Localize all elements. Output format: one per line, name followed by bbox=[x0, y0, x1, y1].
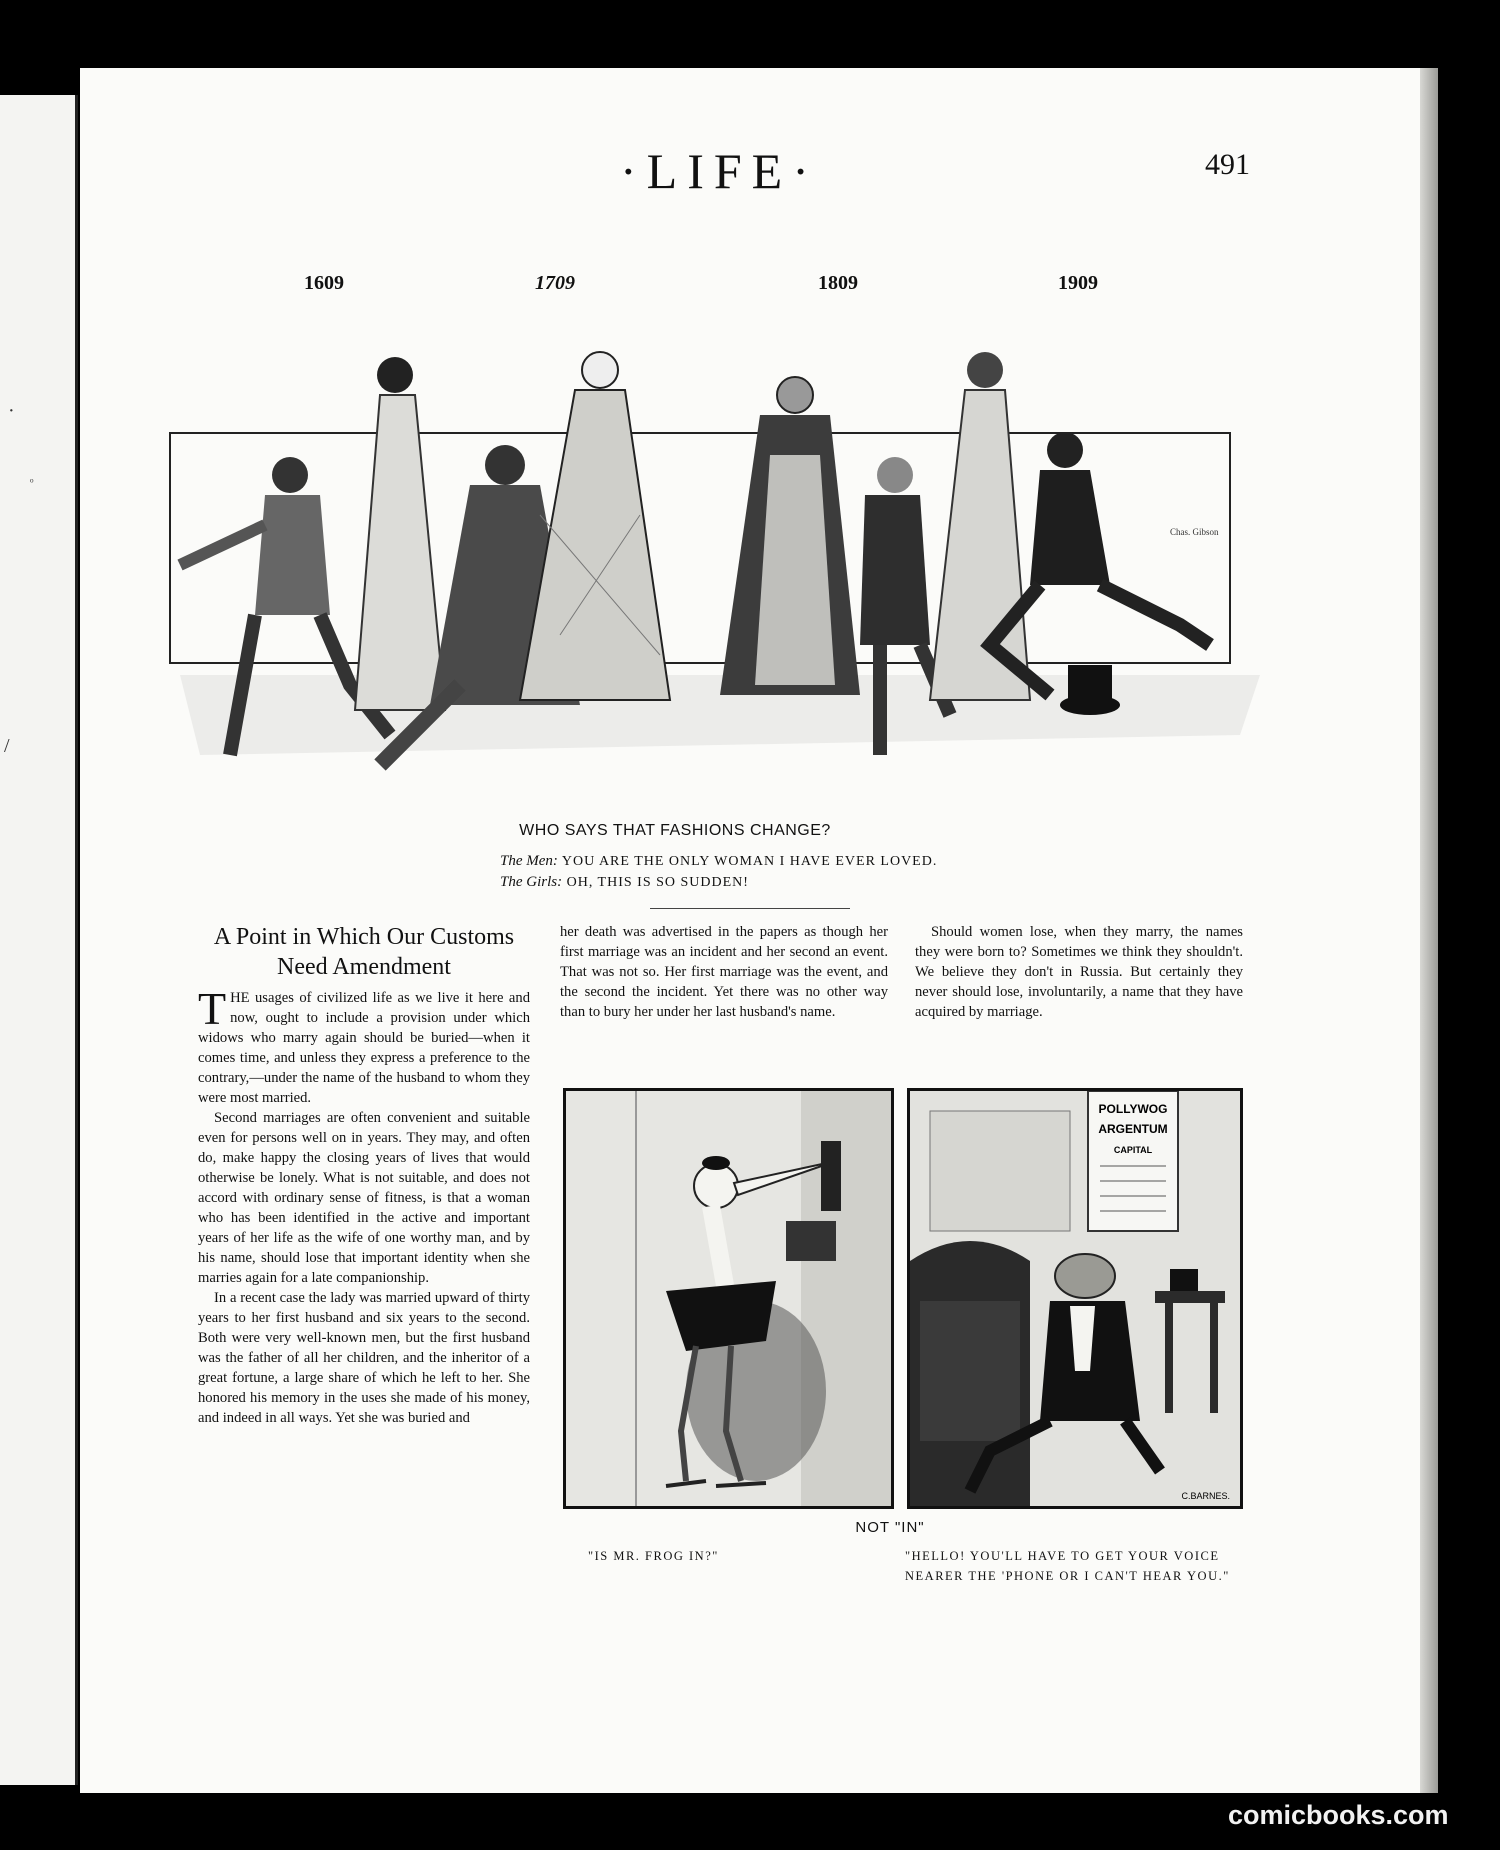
left-page-edge bbox=[0, 95, 78, 1785]
comic-title: NOT "IN" bbox=[855, 1519, 925, 1536]
article-paragraph: In a recent case the lady was married upward of thirty years to her first husband and six years to the second. Both were very well-known men, but the first husband was the father of all her children, and the inheritor of a great fortune, a large share of which he left to her. She honored his memory in the uses she made of his money, and indeed in all ways. Yet she was buried and bbox=[198, 1290, 530, 1426]
cartoon-title: WHO SAYS THAT FASHIONS CHANGE? bbox=[519, 822, 831, 839]
fashion-illustration bbox=[160, 315, 1280, 815]
comic-panel-frog bbox=[907, 1088, 1243, 1509]
poster-line: POLLYWOG bbox=[1098, 1102, 1168, 1116]
year-label: 1709 bbox=[535, 272, 575, 294]
poster-line: ARGENTUM bbox=[1098, 1122, 1168, 1136]
article-headline: A Point in Which Our Customs Need Amendment bbox=[213, 924, 515, 980]
page-number: 491 bbox=[1205, 148, 1250, 181]
speaker-line: OH, THIS IS SO SUDDEN! bbox=[566, 875, 749, 890]
drop-cap: T bbox=[198, 983, 227, 1034]
article-column-3 bbox=[915, 922, 1243, 1022]
cartoon-caption-men bbox=[500, 853, 937, 870]
speaker-line: YOU ARE THE ONLY WOMAN I HAVE EVER LOVED. bbox=[561, 854, 938, 869]
speaker-label: The Girls: bbox=[500, 874, 563, 890]
year-label: 1909 bbox=[1058, 272, 1098, 294]
article-column-2 bbox=[560, 922, 888, 1022]
comic-caption-right: "HELLO! YOU'LL HAVE TO GET YOUR VOICE NEARER THE 'PHONE OR I CAN'T HEAR YOU." bbox=[905, 1549, 1230, 1583]
margin-mark: ᵒ bbox=[30, 475, 34, 489]
margin-mark: · bbox=[8, 400, 15, 422]
stork-illustration bbox=[566, 1091, 891, 1506]
comic-panel-stork bbox=[563, 1088, 894, 1509]
article-paragraph: Second marriages are often convenient and suitable even for persons well on in years. They may, and often do, make happy the closing years of lives that would otherwise be lonely. What is not suitable, and does not accord with ordinary sense of fitness, is that a woman who has been identified in the active and important years of her life as the wife of one worthy man, and by his name, should lose that important identity when she marries again for a late companionship. bbox=[198, 1110, 530, 1286]
cartoon-caption-girls bbox=[500, 874, 749, 891]
year-label: 1809 bbox=[818, 272, 858, 294]
year-label: 1609 bbox=[304, 272, 344, 294]
frog-illustration bbox=[910, 1091, 1240, 1506]
comic-caption-left: "IS MR. FROG IN?" bbox=[588, 1549, 719, 1563]
svg-text:Chas. Gibson: Chas. Gibson bbox=[1170, 527, 1219, 537]
poster-line: CAPITAL bbox=[1113, 1145, 1153, 1155]
article-column-1 bbox=[198, 922, 530, 1428]
margin-mark: / bbox=[4, 735, 10, 757]
article-paragraph: Should women lose, when they marry, the names they were born to? Sometimes we think they shouldn't. We believe they don't in Russia. But certainly they never should lose, involuntarily, a name that they have acquired by marriage. bbox=[915, 924, 1243, 1020]
speaker-label: The Men: bbox=[500, 853, 558, 869]
page-edge-shadow bbox=[1420, 68, 1438, 1793]
article-paragraph: her death was advertised in the papers as though her first marriage was an incident and her second an event. That was not so. Her first marriage was the event, and the second the incident. Yet there was no other way than to bury her under her last husband's name. bbox=[560, 924, 888, 1020]
watermark: comicbooks.com bbox=[1228, 1800, 1449, 1830]
artist-signature: C.BARNES. bbox=[1181, 1491, 1230, 1501]
article-paragraph: THE usages of civilized life as we live it here and now, ought to include a provision under which widows who marry again should be buried—when it comes time, and unless they express a preference to the contrary,—under the name of the husband to whom they were most married. bbox=[198, 983, 530, 1106]
divider bbox=[650, 908, 850, 909]
masthead: ·LIFE· bbox=[620, 143, 819, 199]
